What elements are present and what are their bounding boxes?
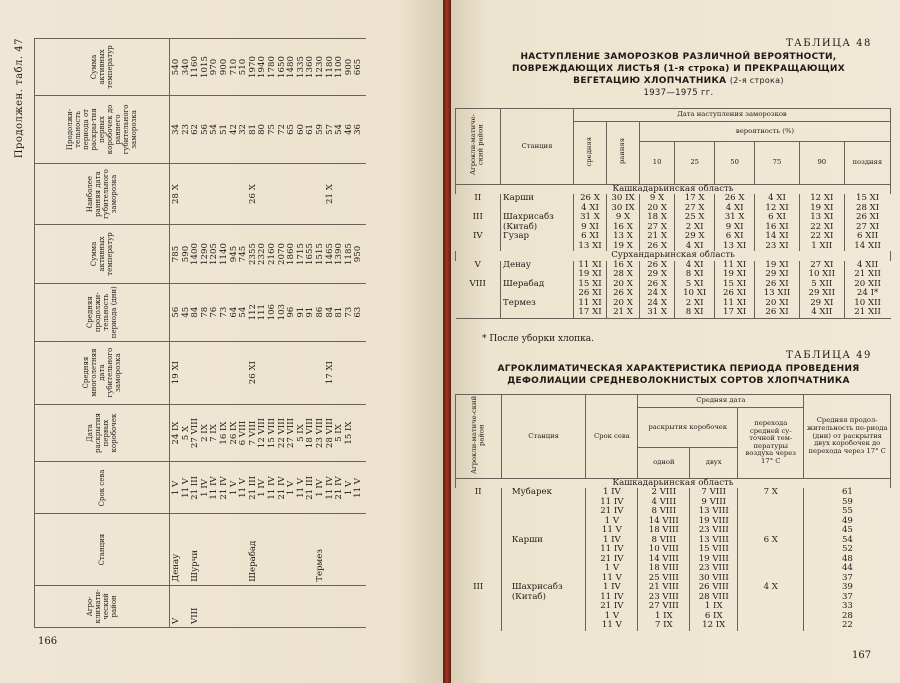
t48-r2-station: Денау Шерабад Термез — [501, 261, 574, 319]
t48-header-row1 — [456, 109, 891, 122]
t48-r2-p25: 4 XI 8 XI 5 XI 10 XI 2 XI 8 XI — [675, 261, 715, 319]
t49-transition: 7 X 6 X 4 X — [738, 488, 804, 631]
t48-h-90: 90 — [799, 141, 844, 184]
table49-label: ТАБЛИЦА 49 — [786, 350, 872, 361]
t48-r2-p75: 19 XI 29 XI 26 XI 13 XII 20 XI 26 XI — [755, 261, 800, 319]
header-opening: Дата раскрытия первых коробочек — [35, 404, 170, 462]
cell-region: V VIII — [170, 585, 366, 627]
table48-title-line3-small: (2-я строка) — [729, 76, 784, 85]
header-duration2: Продолжи-тельность периода от раскры-тия первых коробочек до раннего губительного заморозка — [35, 96, 170, 164]
cell-duration2: 34 23 62 56 54 51 42 32 81 80 75 72 65 60 61 59 57 54 46 36 — [170, 96, 366, 164]
t48-r1-station: Карши Шахрисабз (Китаб) Гузар — [501, 194, 574, 251]
t49-h-region — [456, 395, 502, 479]
t49-h-two: двух — [690, 447, 738, 478]
t48-h-mean-text: средняя — [585, 136, 594, 167]
continuation-label: Продолжен. табл. 47 — [14, 38, 25, 159]
table-47-continued — [34, 38, 366, 628]
left-page — [0, 0, 443, 683]
t48-h-75: 75 — [755, 141, 800, 184]
header-region: Агро-климати-ческий район — [35, 585, 170, 627]
cell-opening: 24 IX 5 X 27 VIII 2 IX 7 IX 16 IX 26 IX 6 VIII 7 VIII 12 VIII 15 VIII 22 VIII 27 VIII 5 IX 18 VIII 23 VIII 28 VIII 5 IX 15 IX — [170, 404, 366, 462]
cell-earliest: 28 X 26 X 21 X — [170, 163, 366, 224]
t48-r1-p10: 9 X 20 X 18 X 27 X 21 X 26 X — [640, 194, 675, 251]
table49-title — [466, 364, 891, 387]
t49-h-transition: перехода средней су-точной тем-пературы воздуха через 17° С — [738, 408, 804, 479]
t48-r2-p50: 11 XI 19 XI 15 XI 26 XI 11 XI 17 XI — [715, 261, 755, 319]
t48-h-latest: поздняя — [844, 141, 890, 184]
t48-r2-p90: 27 XI 10 XII 5 XII 29 XII 29 XI 4 XII — [799, 261, 844, 319]
t48-h-25: 25 — [675, 141, 715, 184]
t48-region2: Сурхандарьинская область — [456, 251, 891, 261]
table-header-row — [35, 39, 170, 628]
t48-r1-late: 15 XI 28 XI 26 XI 27 XI 6 XII 14 XII — [844, 194, 890, 251]
cell-station: Денау Шурчи Шерабад Термез — [170, 514, 366, 585]
t48-h-dates: Дата наступления заморозков — [574, 109, 891, 122]
cell-sum1: 785 590 1400 1290 1205 1140 945 745 2355 2320 2160 2070 1860 1715 1655 1515 1465 1390 1185 950 — [170, 225, 366, 284]
t48-r1-p25: 17 X 27 X 25 X 2 XI 29 X 4 XI — [675, 194, 715, 251]
t49-h-mean-date: Средняя дата — [638, 395, 804, 408]
t48-h-10: 10 — [640, 141, 675, 184]
t48-r1-p90: 12 XI 19 XI 13 XI 22 XI 22 XI 1 XII — [799, 194, 844, 251]
t48-r1-p50: 26 X 4 XI 31 X 9 XI 6 XI 13 XI — [715, 194, 755, 251]
t48-h-50: 50 — [715, 141, 755, 184]
t48-h-earliest — [607, 122, 640, 185]
t48-region1: Кашкадарьинская область — [456, 184, 891, 194]
t48-h-probability: вероятность (%) — [640, 122, 891, 142]
t48-r1-mean: 26 X 4 XI 31 X 9 XI 6 XI 13 XI — [574, 194, 607, 251]
t49-body — [456, 488, 891, 631]
t49-station: Мубарек Карши Шахрисабз (Китаб) — [501, 488, 586, 631]
t49-sowing: 1 IV 11 IV 21 IV 1 V 11 V 1 IV 11 IV 21 IV 1 V 11 V 1 IV 11 IV 21 IV 1 V 11 V — [586, 488, 638, 631]
header-duration: Средняя продолжи-тельность периода (дни) — [35, 283, 170, 341]
table48-title — [466, 52, 891, 99]
t48-body1 — [456, 194, 891, 251]
t48-r1-region: II III IV — [456, 194, 501, 251]
t48-r2-late: 4 XII 21 XII 20 XII 24 I* 10 XII 21 XII — [844, 261, 890, 319]
book-gutter — [443, 0, 451, 683]
table48-title-line3-main: ВЕГЕТАЦИЮ ХЛОПЧАТНИКА — [573, 76, 727, 86]
t48-r1-early: 30 IX 30 IX 9 X 16 X 13 X 19 X — [607, 194, 640, 251]
t49-h-sowing: Срок сева — [586, 395, 638, 479]
t48-r2-early: 16 X 28 X 20 X 26 X 20 X 21 X — [607, 261, 640, 319]
page-number-left: 166 — [38, 636, 58, 647]
table48-title-line1: НАСТУПЛЕНИЕ ЗАМОРОЗКОВ РАЗЛИЧНОЙ ВЕРОЯТНОСТИ, — [520, 52, 837, 62]
t49-h-one: одной — [638, 447, 690, 478]
t48-r2-mean: 11 XI 19 XI 15 XI 26 XI 11 XI 17 XI — [574, 261, 607, 319]
table-49 — [455, 394, 891, 631]
t49-one: 2 VIII 4 VIII 8 VIII 14 VIII 18 VIII 8 VIII 10 VIII 14 VIII 18 VIII 25 VIII 21 VIII 23 VIII 27 VIII 1 IX 7 IX — [638, 488, 690, 631]
t48-h-region-text: Агрокли-матиче-ский район — [469, 114, 485, 176]
table49-title-line1: АГРОКЛИМАТИЧЕСКАЯ ХАРАКТЕРИСТИКА ПЕРИОДА ПРОВЕДЕНИЯ — [497, 364, 860, 374]
page-number-right: 167 — [852, 650, 872, 661]
t49-h-duration: Средняя продол-жительность пе-риода (дни) от раскрытия двух коробочек до перехода через 17° С — [804, 395, 891, 479]
cell-sowing: 1 V 11 V 21 III 1 IV 11 IV 21 IV 1 V 11 V 21 III 1 IV 11 IV 21 IV 1 V 11 V 21 III 1 IV 11 IV 21 IV 1 V 11 V — [170, 462, 366, 514]
t49-h-station: Станция — [501, 395, 586, 479]
t48-r1-p75: 4 XI 12 XI 6 XI 16 XI 14 XI 23 XI — [755, 194, 800, 251]
table-48 — [455, 108, 891, 319]
header-sum1: Сумма активных температур — [35, 225, 170, 284]
header-sum2: Сумма активных температур — [35, 39, 170, 96]
table48-footnote: * После уборки хлопка. — [482, 334, 595, 344]
cell-duration: 56 45 84 78 76 73 64 54 112 111 106 103 96 91 91 86 84 81 73 63 — [170, 283, 366, 341]
t48-r2-p10: 26 X 29 X 26 X 24 X 24 X 31 X — [640, 261, 675, 319]
t49-h-opening: раскрытия коробочек — [638, 408, 738, 448]
t48-r2-region: V VIII — [456, 261, 501, 319]
t48-body2 — [456, 261, 891, 319]
t49-two: 7 VIII 9 VIII 13 VIII 19 VIII 23 VIII 13 VIII 15 VIII 19 VIII 23 VIII 30 VIII 26 VIII 28 VIII 1 IX 6 IX 12 IX — [690, 488, 738, 631]
t49-h-region-text: Агрокли-матиче-ский район — [469, 395, 486, 475]
table48-label: ТАБЛИЦА 48 — [786, 38, 872, 49]
t48-h-earliest-text: ранняя — [618, 138, 627, 165]
header-sowing: Срок сева — [35, 462, 170, 514]
table48-period: 1937—1975 гг. — [643, 87, 714, 98]
t48-h-mean — [574, 122, 607, 185]
t48-h-region — [456, 109, 501, 185]
t49-region1: Кашкадарьинская область — [456, 478, 891, 488]
t48-h-station: Станция — [501, 109, 574, 185]
header-station: Станция — [35, 514, 170, 585]
table-body-row — [170, 39, 366, 628]
t49-header-row1 — [456, 395, 891, 408]
table48-title-line3 — [466, 75, 891, 88]
header-mean-frost: Средняя многолетняя дата губительного заморозка — [35, 341, 170, 404]
t49-duration: 61 59 55 49 45 54 52 48 44 37 39 37 33 28 22 — [804, 488, 891, 631]
t49-region: II III — [456, 488, 502, 631]
table48-title-line2: ПОВРЕЖДАЮЩИХ ЛИСТЬЯ (1-я строка) И ПРЕКРАЩАЮЩИХ — [511, 63, 845, 74]
cell-mean-frost: 19 XI 26 XI 17 XI — [170, 341, 366, 404]
cell-sum2: 540 340 1160 1015 970 900 710 510 1970 1940 1780 1650 1480 1335 1360 1230 1180 1100 900 665 — [170, 39, 366, 96]
rotated-table-47 — [14, 38, 404, 628]
header-earliest: Наиболее ранняя дата губительного заморозка — [35, 163, 170, 224]
table49-title-line2: ДЕФОЛИАЦИИ СРЕДНЕВОЛОКНИСТЫХ СОРТОВ ХЛОПЧАТНИКА — [507, 375, 850, 386]
